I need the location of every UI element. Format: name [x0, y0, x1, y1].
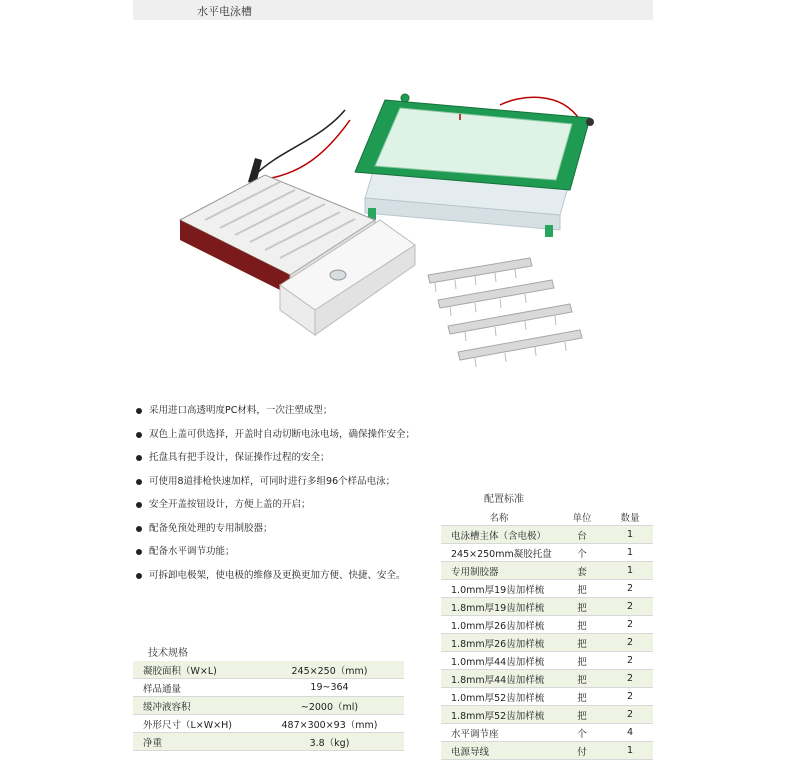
table-row: 1.8mm厚52齿加样梳 把 2 — [441, 706, 653, 724]
config-header-name: 名称 — [441, 508, 557, 526]
feature-item: 安全开盖按钮设计，方便上盖的开启； — [133, 498, 433, 522]
config-header-unit: 单位 — [557, 508, 607, 526]
bullet-icon — [136, 455, 142, 461]
table-row: 1.0mm厚44齿加样梳 把 2 — [441, 652, 653, 670]
feature-item: 托盘具有把手设计，保证操作过程的安全； — [133, 451, 433, 475]
table-row: 水平调节座 个 4 — [441, 724, 653, 742]
bullet-icon — [136, 526, 142, 532]
config-table — [441, 508, 653, 760]
feature-item: 配备免预处理的专用制胶器； — [133, 522, 433, 546]
table-row: 样品通量 19~364 — [133, 679, 404, 697]
bullet-icon — [136, 549, 142, 555]
bullet-icon — [136, 573, 142, 579]
table-row: 1.8mm厚44齿加样梳 把 2 — [441, 670, 653, 688]
config-title: 配置标准 — [484, 494, 524, 505]
bullet-icon — [136, 479, 142, 485]
page-title-bar — [133, 0, 653, 20]
table-row: 专用制胶器 套 1 — [441, 562, 653, 580]
table-row: 缓冲液容积 ~2000（ml) — [133, 697, 404, 715]
feature-item: 采用进口高透明度PC材料，一次注塑成型； — [133, 404, 433, 428]
page-title: 水平电泳槽 — [197, 5, 252, 18]
config-header-row — [441, 508, 653, 526]
table-row: 245×250mm凝胶托盘 个 1 — [441, 544, 653, 562]
spec-title: 技术规格 — [148, 648, 188, 659]
table-row: 1.0mm厚52齿加样梳 把 2 — [441, 688, 653, 706]
feature-item: 可拆卸电极架，使电极的维修及更换更加方便、快捷、安全。 — [133, 569, 433, 593]
table-row: 1.0mm厚26齿加样梳 把 2 — [441, 616, 653, 634]
table-row: 电源导线 付 1 — [441, 742, 653, 760]
feature-list — [133, 404, 433, 592]
table-row: 凝胶面积（W×L) 245×250（mm) — [133, 661, 404, 679]
bullet-icon — [136, 432, 142, 438]
feature-item: 可使用8道排枪快速加样，可同时进行多组96个样品电泳； — [133, 475, 433, 499]
bullet-icon — [136, 502, 142, 508]
config-header-qty: 数量 — [607, 508, 653, 526]
product-image — [160, 80, 600, 380]
feature-item: 双色上盖可供选择，开盖时自动切断电泳电场，确保操作安全； — [133, 428, 433, 452]
spec-table — [133, 661, 404, 751]
table-row: 1.8mm厚19齿加样梳 把 2 — [441, 598, 653, 616]
table-row: 1.0mm厚19齿加样梳 把 2 — [441, 580, 653, 598]
table-row: 1.8mm厚26齿加样梳 把 2 — [441, 634, 653, 652]
feature-item: 配备水平调节功能； — [133, 545, 433, 569]
bullet-icon — [136, 408, 142, 414]
table-row: 外形尺寸（L×W×H) 487×300×93（mm) — [133, 715, 404, 733]
table-row: 净重 3.8（kg) — [133, 733, 404, 751]
table-row: 电泳槽主体（含电极） 台 1 — [441, 526, 653, 544]
